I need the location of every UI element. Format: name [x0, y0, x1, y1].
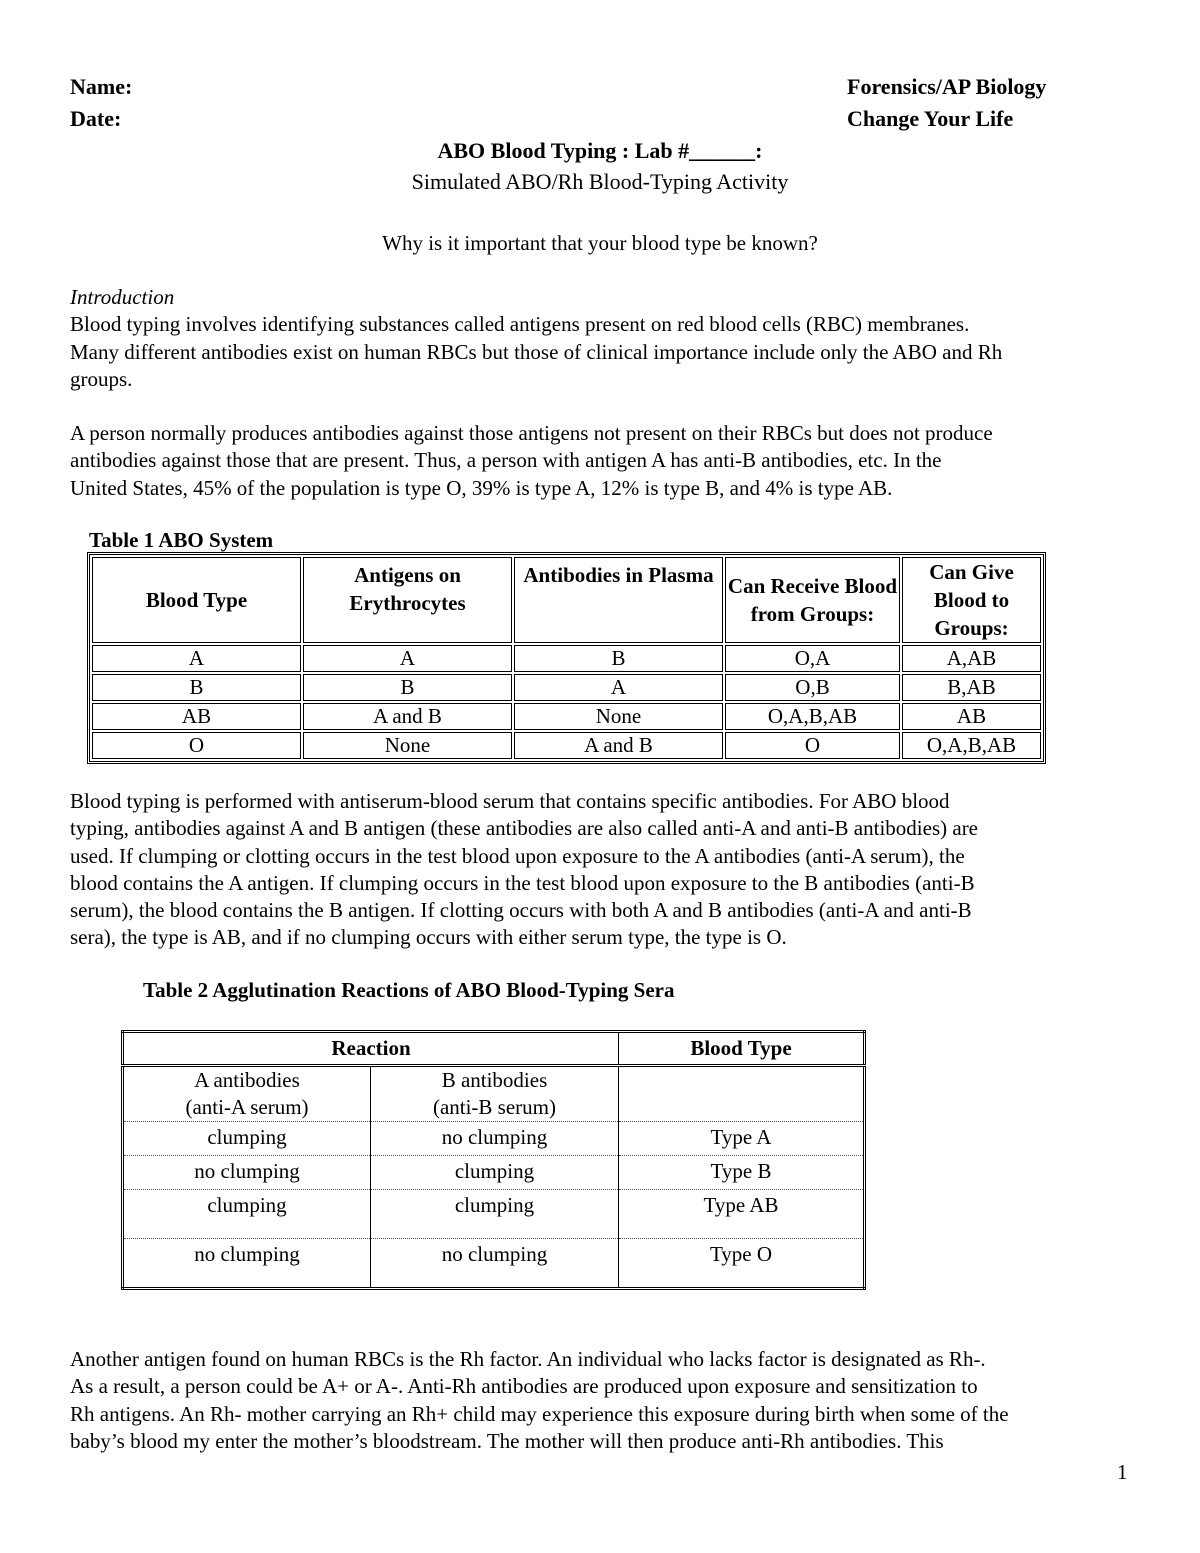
paragraph-line: As a result, a person could be A+ or A-. Anti-Rh antibodies are produced upon exposure and sensitization to	[70, 1374, 978, 1399]
paragraph-line: Blood typing is performed with antiserum-blood serum that contains specific antibodies. For ABO blood	[70, 789, 950, 813]
cell: clumping	[370, 1156, 618, 1190]
intro-p2-line: United States, 45% of the population is type O, 39% is type A, 12% is type B, and 4% is type AB.	[70, 475, 893, 500]
table-cell: B,AB	[902, 674, 1041, 701]
subheader-a-antibodies: A antibodies (anti-A serum)	[123, 1066, 371, 1122]
paragraph-line: sera), the type is AB, and if no clumping occurs with either serum type, the type is O.	[70, 925, 787, 950]
table1-caption: Table 1 ABO System	[89, 528, 274, 552]
introduction-heading: Introduction	[70, 285, 175, 309]
table-cell: B	[303, 674, 512, 701]
cell: Type A	[618, 1122, 864, 1156]
name-label: Name:	[70, 74, 133, 99]
table-cell: B	[514, 645, 723, 672]
table-row	[123, 1190, 865, 1239]
paragraph-line: typing, antibodies against A and B antigen (these antibodies are also called anti-A and anti-B antibodies) are	[70, 816, 979, 841]
course-label: Forensics/AP Biology	[847, 74, 1047, 99]
cell: no clumping	[123, 1156, 371, 1190]
page-number: 1	[1117, 1460, 1128, 1484]
cell: clumping	[123, 1190, 371, 1239]
page-title: ABO Blood Typing : Lab #______:	[437, 138, 763, 163]
intro-p1-line: Many different antibodies exist on human RBCs but those of clinical importance include only the ABO and Rh	[70, 339, 1003, 364]
table-cell: O,B	[725, 674, 900, 701]
header-blood-type: Blood Type	[618, 1032, 864, 1066]
table-cell: AB	[902, 703, 1041, 730]
header-antigens: Antigens on Erythrocytes	[303, 557, 512, 643]
cell: clumping	[123, 1122, 371, 1156]
table2-caption: Table 2 Agglutination Reactions of ABO Blood-Typing Sera	[143, 978, 675, 1002]
table-cell: A,AB	[902, 645, 1041, 672]
intro-p1-line: Blood typing involves identifying substances called antigens present on red blood cells (RBC) membranes.	[70, 312, 970, 337]
cell: no clumping	[370, 1239, 618, 1289]
table-cell: A and B	[303, 703, 512, 730]
table-cell: A	[303, 645, 512, 672]
cell: no clumping	[194, 1242, 300, 1266]
paragraph-line: baby’s blood my enter the mother’s bloodstream. The mother will then produce anti-Rh antibodies. This	[70, 1428, 944, 1453]
intro-p2-line: antibodies against those that are present. Thus, a person with antigen A has anti-B antibodies, etc. In the	[70, 448, 942, 473]
table-cell: AB	[92, 703, 301, 730]
cell: clumping	[370, 1190, 618, 1239]
table-subheader-row	[123, 1066, 865, 1122]
header-blood-type: Blood Type	[92, 557, 301, 643]
agglutination-table	[121, 1030, 866, 1290]
table-row	[92, 645, 1041, 672]
typing-paragraph	[70, 788, 1145, 952]
table-cell: B	[92, 674, 301, 701]
cell: no clumping	[370, 1122, 618, 1156]
date-label: Date:	[70, 106, 122, 131]
paragraph-line: Another antigen found on human RBCs is the Rh factor. An individual who lacks factor is designated as Rh-.	[70, 1347, 986, 1371]
table-cell: None	[514, 703, 723, 730]
table-row	[123, 1122, 865, 1156]
header-antibodies: Antibodies in Plasma	[514, 557, 723, 643]
paragraph-line: blood contains the A antigen. If clumping occurs in the test blood upon exposure to the B antibodies (anti-B	[70, 870, 975, 895]
introduction-section	[70, 284, 1145, 393]
cell: Type B	[618, 1156, 864, 1190]
table-cell: O	[725, 732, 900, 759]
paragraph-line: Rh antigens. An Rh- mother carrying an Rh+ child may experience this exposure during birth when some of the	[70, 1401, 1009, 1426]
table-row	[92, 674, 1041, 701]
cell: Type AB	[618, 1190, 864, 1239]
table-row	[123, 1156, 865, 1190]
header-can-receive: Can Receive Blood from Groups:	[725, 557, 900, 643]
subheader-b-antibodies: B antibodies (anti-B serum)	[370, 1066, 618, 1122]
page-subtitle: Simulated ABO/Rh Blood-Typing Activity	[411, 169, 789, 194]
table-row	[92, 703, 1041, 730]
table-row	[123, 1239, 865, 1289]
table-cell: None	[303, 732, 512, 759]
intro-p2-line: A person normally produces antibodies against those antigens not present on their RBCs but does not produce	[70, 421, 993, 445]
abo-system-table	[87, 552, 1046, 764]
subheader-empty	[618, 1066, 864, 1122]
guiding-question: Why is it important that your blood type be known?	[382, 231, 818, 255]
table-cell: O,A,B,AB	[902, 732, 1041, 759]
table-row	[92, 732, 1041, 759]
motto-label: Change Your Life	[847, 106, 1014, 131]
paragraph-line: used. If clumping or clotting occurs in the test blood upon exposure to the A antibodies (anti-A serum), the	[70, 843, 965, 868]
table-header-row	[92, 557, 1041, 643]
table-cell: A and B	[514, 732, 723, 759]
rh-paragraph	[70, 1346, 1160, 1455]
table-cell: A	[92, 645, 301, 672]
table-cell: O	[92, 732, 301, 759]
header-can-give: Can Give Blood to Groups:	[902, 557, 1041, 643]
table-cell: O,A,B,AB	[725, 703, 900, 730]
header-reaction: Reaction	[123, 1032, 619, 1066]
table-cell: O,A	[725, 645, 900, 672]
intro-p1-line: groups.	[70, 366, 133, 391]
cell: Type O	[618, 1239, 864, 1289]
paragraph-line: serum), the blood contains the B antigen. If clotting occurs with both A and B antibodies (anti-A and anti-B	[70, 898, 972, 923]
intro-paragraph-2	[70, 420, 1145, 502]
table-cell: A	[514, 674, 723, 701]
